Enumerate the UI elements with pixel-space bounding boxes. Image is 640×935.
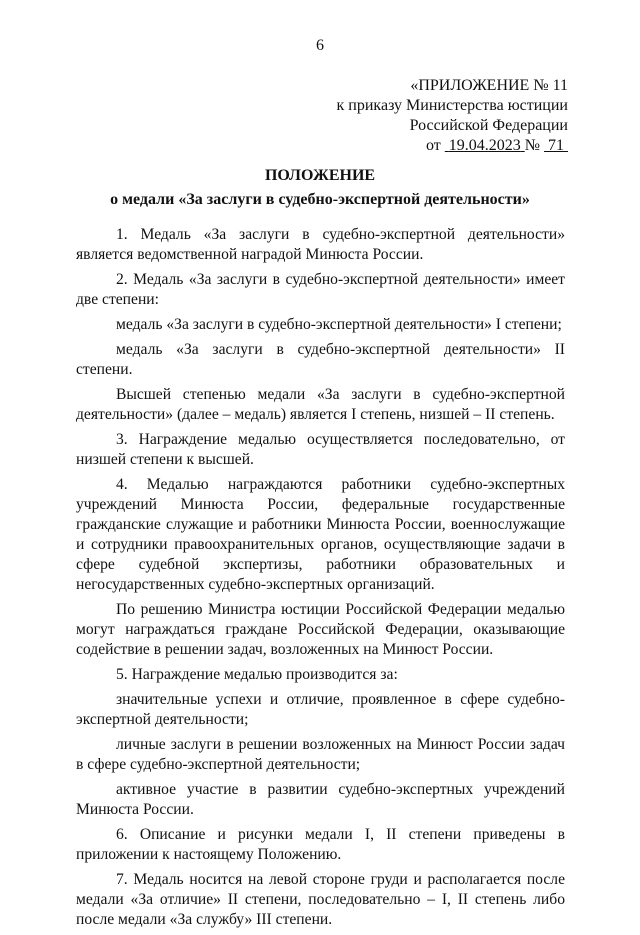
from-label: от	[425, 137, 441, 154]
paragraph: 4. Медалью награждаются работники судебно-экспертных учреждений Минюста России, федеральные государственные гражданские служащие и работники Минюста России, военнослужащие и сотрудники правоохранительных органов, осуществляющие задачи в сфере судебной экспертизы, работники образовательных и негосударственных судебно-экспертных организаций.	[76, 476, 565, 593]
paragraph: 2. Медаль «За заслуги в судебно-экспертной деятельности» имеет две степени:	[76, 271, 565, 308]
order-number: 71	[548, 137, 564, 154]
appendix-federation-line: Российской Федерации	[409, 117, 568, 134]
paragraph: активное участие в развитии судебно-экспертных учреждений Минюста России.	[76, 781, 565, 818]
document-title	[0, 164, 640, 212]
appendix-header	[337, 76, 568, 156]
paragraph: 6. Описание и рисунки медали I, II степени приведены в приложении к настоящему Положению.	[76, 826, 565, 863]
paragraph: медаль «За заслуги в судебно-экспертной деятельности» II степени.	[76, 341, 565, 378]
title-subheading: о медали «За заслуги в судебно-экспертной деятельности»	[110, 191, 530, 208]
paragraph: 1. Медаль «За заслуги в судебно-экспертной деятельности» является ведомственной наградой Минюста России.	[76, 226, 565, 263]
paragraph: 3. Награждение медалью осуществляется последовательно, от низшей степени к высшей.	[76, 431, 565, 468]
paragraph: 5. Награждение медалью производится за:	[116, 666, 398, 683]
paragraph: значительные успехи и отличие, проявленное в сфере судебно-экспертной деятельности;	[76, 691, 565, 728]
document-body	[76, 225, 565, 935]
title-heading: ПОЛОЖЕНИЕ	[264, 167, 376, 184]
paragraph: По решению Министра юстиции Российской Федерации медалью могут награждаться граждане Российской Федерации, оказывающие содействие в решении задач, возложенных на Минюст России.	[76, 601, 565, 658]
appendix-date-line	[337, 136, 568, 156]
page-number: 6	[316, 37, 324, 54]
number-label: №	[524, 137, 540, 154]
paragraph: Высшей степенью медали «За заслуги в судебно-экспертной деятельности» (далее – медаль) является I степень, низшей – II степень.	[76, 386, 565, 423]
paragraph: личные заслуги в решении возложенных на Минюст России задач в сфере судебно-экспертной деятельности;	[76, 736, 565, 773]
appendix-title: «ПРИЛОЖЕНИЕ № 11	[410, 77, 568, 94]
appendix-order-line: к приказу Министерства юстиции	[336, 97, 568, 114]
order-date: 19.04.2023	[448, 137, 521, 154]
paragraph: медаль «За заслуги в судебно-экспертной деятельности» I степени;	[116, 316, 562, 333]
paragraph: 7. Медаль носится на левой стороне груди и располагается после медали «За отличие» II степени, последовательно – I, II степень либо после медали «За службу» III степени.	[76, 871, 565, 928]
